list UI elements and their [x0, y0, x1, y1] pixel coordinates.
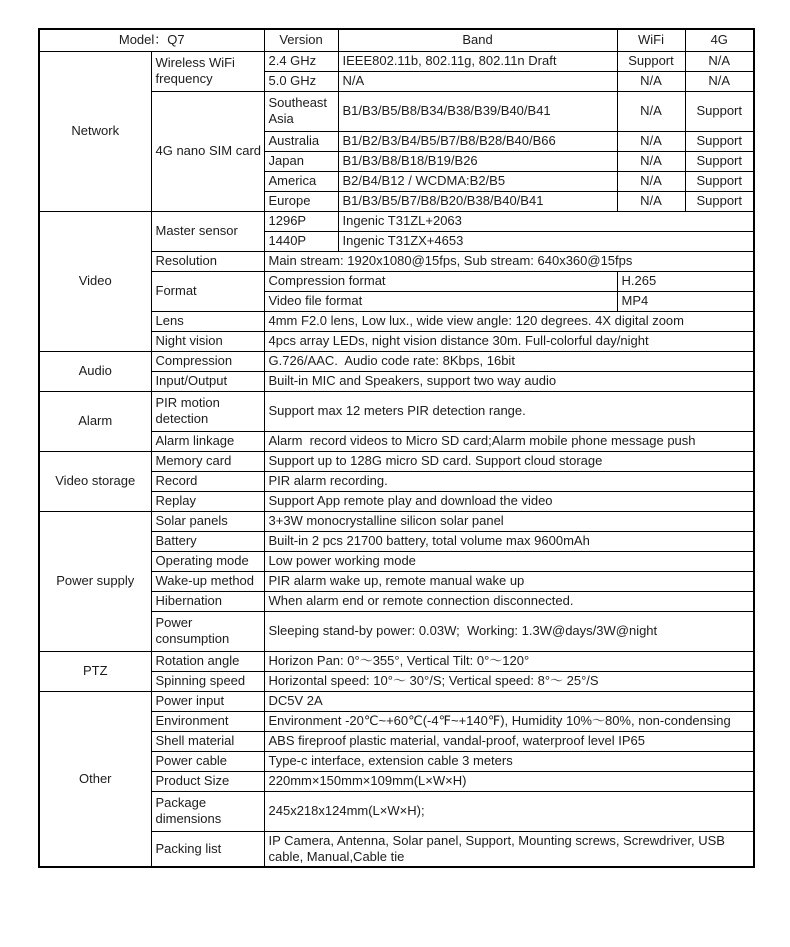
spec-label-cell: Package dimensions [151, 791, 264, 831]
support-cell: Support [685, 91, 754, 131]
spec-value-cell: Support App remote play and download the video [264, 491, 754, 511]
spec-label-cell: Environment [151, 711, 264, 731]
spec-value-cell: Compression format [264, 271, 617, 291]
spec-value-cell: 220mm×150mm×109mm(L×W×H) [264, 771, 754, 791]
support-cell: N/A [617, 151, 685, 171]
support-cell: Support [617, 51, 685, 71]
spec-sub-cell: Europe [264, 191, 338, 211]
spec-label-cell: Product Size [151, 771, 264, 791]
spec-value-cell: B1/B3/B5/B7/B8/B20/B38/B40/B41 [338, 191, 617, 211]
spec-label-cell: PIR motion detection [151, 391, 264, 431]
spec-label-cell: Rotation angle [151, 651, 264, 671]
spec-label-cell: Power consumption [151, 611, 264, 651]
spec-value-cell: 245x218x124mm(L×W×H); [264, 791, 754, 831]
table-row [39, 451, 754, 471]
spec-value-cell: Ingenic T31ZL+2063 [338, 211, 754, 231]
spec-value-cell: Sleeping stand-by power: 0.03W; Working: 1.3W@days/3W@night [264, 611, 754, 651]
spec-sub-cell: 1296P [264, 211, 338, 231]
spec-value-cell: Horizontal speed: 10°～ 30°/S; Vertical speed: 8°～ 25°/S [264, 671, 754, 691]
spec-value-cell: IP Camera, Antenna, Solar panel, Support, Mounting screws, Screwdriver, USB cable, Manual,Cable tie [264, 831, 754, 867]
support-cell: Support [685, 131, 754, 151]
table-row [39, 351, 754, 371]
spec-value-cell: Environment -20℃~+60℃(-4℉~+140℉), Humidity 10%～80%, non-condensing [264, 711, 754, 731]
spec-sub-cell: Australia [264, 131, 338, 151]
support-cell: N/A [617, 91, 685, 131]
support-cell: N/A [685, 71, 754, 91]
spec-value-cell: Video file format [264, 291, 617, 311]
support-cell: N/A [617, 191, 685, 211]
category-video: Video [39, 211, 151, 351]
category-power-supply: Power supply [39, 511, 151, 651]
spec-label-cell: Replay [151, 491, 264, 511]
support-cell: N/A [685, 51, 754, 71]
header-model: Model：Q7 [39, 29, 264, 51]
spec-value-cell: Built-in MIC and Speakers, support two way audio [264, 371, 754, 391]
spec-label-cell: Format [151, 271, 264, 311]
spec-label-cell: Wireless WiFi frequency [151, 51, 264, 91]
spec-value-cell: G.726/AAC. Audio code rate: 8Kbps, 16bit [264, 351, 754, 371]
spec-label-cell: Memory card [151, 451, 264, 471]
table-row [39, 511, 754, 531]
spec-value-cell: 4mm F2.0 lens, Low lux., wide view angle: 120 degrees. 4X digital zoom [264, 311, 754, 331]
spec-value-cell: Horizon Pan: 0°～355°, Vertical Tilt: 0°～120° [264, 651, 754, 671]
spec-value-cell: MP4 [617, 291, 754, 311]
spec-label-cell: Battery [151, 531, 264, 551]
support-cell: Support [685, 151, 754, 171]
support-cell: N/A [617, 71, 685, 91]
spec-value-cell: 3+3W monocrystalline silicon solar panel [264, 511, 754, 531]
support-cell: N/A [617, 171, 685, 191]
spec-label-cell: Solar panels [151, 511, 264, 531]
support-cell: N/A [617, 131, 685, 151]
spec-value-cell: ABS fireproof plastic material, vandal-proof, waterproof level IP65 [264, 731, 754, 751]
spec-sub-cell: 1440P [264, 231, 338, 251]
spec-label-cell: Power input [151, 691, 264, 711]
spec-label-cell: Lens [151, 311, 264, 331]
spec-label-cell: Packing list [151, 831, 264, 867]
header-wifi: WiFi [617, 29, 685, 51]
spec-sub-cell: Southeast Asia [264, 91, 338, 131]
spec-label-cell: Input/Output [151, 371, 264, 391]
spec-sub-cell: 2.4 GHz [264, 51, 338, 71]
spec-value-cell: Type-c interface, extension cable 3 meters [264, 751, 754, 771]
spec-label-cell: Power cable [151, 751, 264, 771]
spec-value-cell: Ingenic T31ZX+4653 [338, 231, 754, 251]
support-cell: Support [685, 191, 754, 211]
spec-label-cell: Shell material [151, 731, 264, 751]
category-ptz: PTZ [39, 651, 151, 691]
spec-label-cell: Hibernation [151, 591, 264, 611]
table-row [39, 211, 754, 231]
spec-value-cell: 4pcs array LEDs, night vision distance 30m. Full-colorful day/night [264, 331, 754, 351]
category-other: Other [39, 691, 151, 867]
spec-value-cell: H.265 [617, 271, 754, 291]
spec-sub-cell: America [264, 171, 338, 191]
spec-value-cell: N/A [338, 71, 617, 91]
spec-value-cell: B2/B4/B12 / WCDMA:B2/B5 [338, 171, 617, 191]
spec-label-cell: Resolution [151, 251, 264, 271]
table-row [39, 651, 754, 671]
spec-table [38, 28, 755, 868]
spec-sub-cell: Japan [264, 151, 338, 171]
spec-value-cell: DC5V 2A [264, 691, 754, 711]
spec-label-cell: 4G nano SIM card [151, 91, 264, 211]
spec-value-cell: B1/B3/B5/B8/B34/B38/B39/B40/B41 [338, 91, 617, 131]
spec-label-cell: Master sensor [151, 211, 264, 251]
spec-value-cell: When alarm end or remote connection disconnected. [264, 591, 754, 611]
category-network: Network [39, 51, 151, 211]
spec-label-cell: Compression [151, 351, 264, 371]
spec-label-cell: Record [151, 471, 264, 491]
table-row [39, 391, 754, 431]
category-audio: Audio [39, 351, 151, 391]
spec-value-cell: PIR alarm wake up, remote manual wake up [264, 571, 754, 591]
header-version: Version [264, 29, 338, 51]
spec-value-cell: Support max 12 meters PIR detection range. [264, 391, 754, 431]
spec-label-cell: Wake-up method [151, 571, 264, 591]
spec-label-cell: Night vision [151, 331, 264, 351]
spec-sub-cell: 5.0 GHz [264, 71, 338, 91]
spec-value-cell: Alarm record videos to Micro SD card;Alarm mobile phone message push [264, 431, 754, 451]
category-video-storage: Video storage [39, 451, 151, 511]
spec-label-cell: Spinning speed [151, 671, 264, 691]
spec-value-cell: Support up to 128G micro SD card. Support cloud storage [264, 451, 754, 471]
spec-value-cell: B1/B2/B3/B4/B5/B7/B8/B28/B40/B66 [338, 131, 617, 151]
spec-sheet [38, 28, 755, 868]
support-cell: Support [685, 171, 754, 191]
spec-value-cell: B1/B3/B8/B18/B19/B26 [338, 151, 617, 171]
table-row [39, 29, 754, 51]
spec-label-cell: Operating mode [151, 551, 264, 571]
table-row [39, 691, 754, 711]
category-alarm: Alarm [39, 391, 151, 451]
spec-table-body [39, 29, 754, 867]
header-band: Band [338, 29, 617, 51]
spec-value-cell: PIR alarm recording. [264, 471, 754, 491]
spec-value-cell: Built-in 2 pcs 21700 battery, total volume max 9600mAh [264, 531, 754, 551]
spec-value-cell: IEEE802.11b, 802.11g, 802.11n Draft [338, 51, 617, 71]
spec-value-cell: Low power working mode [264, 551, 754, 571]
spec-label-cell: Alarm linkage [151, 431, 264, 451]
header-4g: 4G [685, 29, 754, 51]
table-row [39, 51, 754, 71]
spec-value-cell: Main stream: 1920x1080@15fps, Sub stream: 640x360@15fps [264, 251, 754, 271]
